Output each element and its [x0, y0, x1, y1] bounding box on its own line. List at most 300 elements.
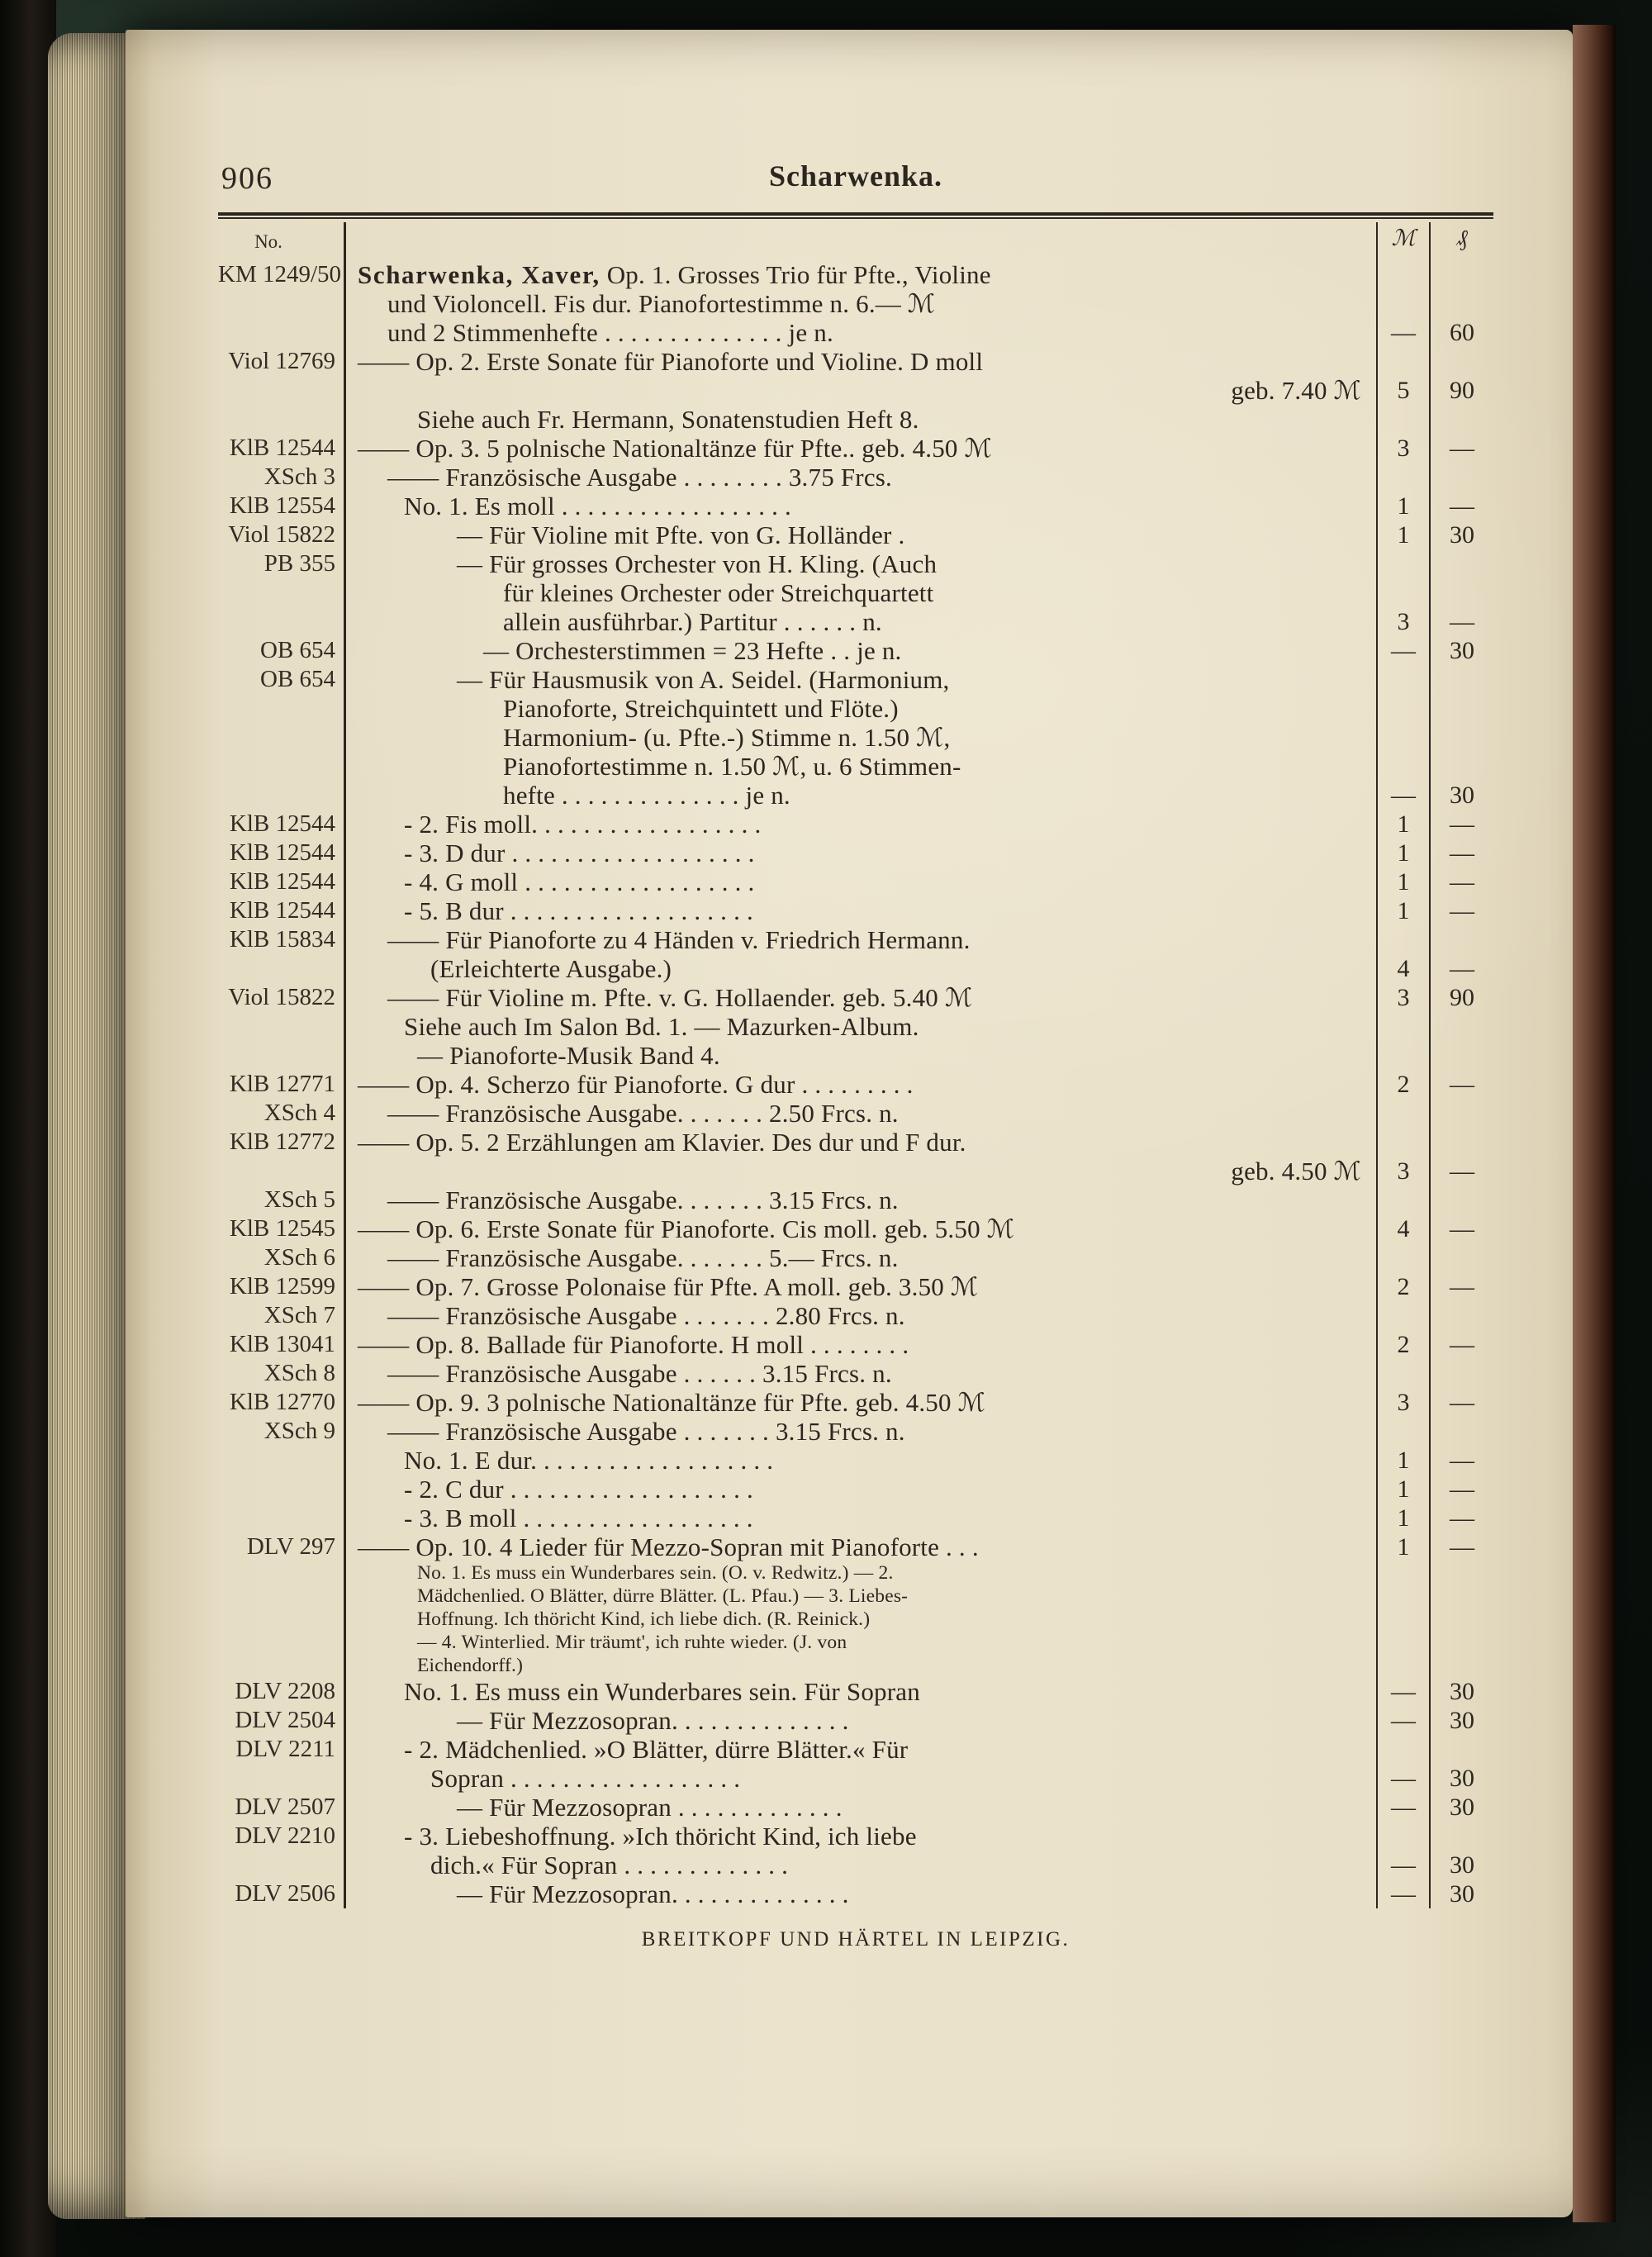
entry-text: —— Op. 2. Erste Sonate für Pianoforte und Violine. D moll [344, 347, 1378, 376]
price-pfennig: 30 [1450, 1765, 1474, 1792]
price-pfennig [1431, 1041, 1493, 1070]
price-pfennig [1431, 1243, 1493, 1272]
entry-text: No. 1. Es moll . . . . . . . . . . . . . . . . . . [344, 492, 1378, 520]
catalog-number: DLV 2211 [235, 1736, 335, 1762]
catalog-number [218, 1041, 344, 1070]
price-mark: — [1378, 1879, 1431, 1908]
price-pfennig: 30 [1450, 782, 1474, 809]
price-pfennig [1431, 1735, 1493, 1764]
catalog-line [218, 636, 1493, 665]
catalog-line [218, 665, 1493, 694]
catalog-line [218, 867, 1493, 896]
price-mark [1378, 752, 1431, 781]
entry-text: für kleines Orchester oder Streichquartett [344, 578, 1378, 607]
entry-text: —— Op. 8. Ballade für Pianoforte. H moll . . . . . . . . [344, 1330, 1378, 1359]
catalog-number: Viol 15822 [228, 521, 335, 548]
catalog-line [218, 289, 1493, 318]
entry-text: und 2 Stimmenhefte . . . . . . . . . . . . . . je n. [344, 318, 1378, 347]
price-pfennig: 30 [1450, 1880, 1474, 1908]
page-number: 906 [221, 161, 273, 196]
price-mark [1378, 1359, 1431, 1388]
price-pfennig: — [1450, 1071, 1474, 1098]
page-header [218, 159, 1493, 202]
catalog-number: KlB 12771 [229, 1071, 335, 1097]
price-pfennig: — [1450, 1157, 1474, 1185]
catalog-number: XSch 3 [263, 463, 335, 490]
price-mark: 5 [1378, 376, 1431, 405]
price-mark: 1 [1378, 520, 1431, 549]
publisher-footer: BREITKOPF UND HÄRTEL IN LEIPZIG. [641, 1928, 1070, 1951]
price-pfennig: — [1450, 955, 1474, 982]
catalog-number: KlB 12544 [229, 839, 335, 866]
catalog-line [218, 1186, 1493, 1214]
catalog-number: XSch 9 [263, 1418, 335, 1444]
catalog-line [218, 1475, 1493, 1504]
price-pfennig: — [1450, 1447, 1474, 1474]
catalog-number: DLV 2210 [235, 1822, 335, 1849]
catalog-number [218, 1764, 344, 1793]
catalog-line [218, 896, 1493, 925]
price-mark [1378, 549, 1431, 578]
price-mark [1378, 1417, 1431, 1446]
catalog-line [218, 1735, 1493, 1764]
price-pfennig: — [1450, 1533, 1474, 1561]
price-pfennig [1431, 1417, 1493, 1446]
entry-text: —— Für Violine m. Pfte. v. G. Hollaender. geb. 5.40 ℳ [344, 983, 1378, 1012]
catalog-line [218, 723, 1493, 752]
price-mark: 1 [1378, 1446, 1431, 1475]
catalog-number [218, 1157, 344, 1186]
catalog-line [218, 347, 1493, 376]
catalog-number [218, 578, 344, 607]
entry-text: — Für Mezzosopran . . . . . . . . . . . . . [344, 1793, 1378, 1822]
entry-text: Pianoforte, Streichquintett und Flöte.) [344, 694, 1378, 723]
catalog-line [218, 405, 1493, 434]
price-pfennig: — [1450, 868, 1474, 896]
price-mark: 1 [1378, 1475, 1431, 1504]
entry-text: No. 1. E dur. . . . . . . . . . . . . . . . . . . [344, 1446, 1378, 1475]
running-title: Scharwenka. [768, 159, 943, 192]
entry-text: — Für Violine mit Pfte. von G. Holländer . [344, 520, 1378, 549]
price-pfennig: 60 [1450, 319, 1474, 346]
price-pfennig: — [1450, 435, 1474, 462]
catalog-line [218, 1157, 1493, 1186]
composer-name: Scharwenka, Xaver, [358, 260, 601, 289]
entry-text: —— Op. 4. Scherzo für Pianoforte. G dur . . . . . . . . . [344, 1070, 1378, 1099]
price-mark [1378, 1186, 1431, 1214]
catalog-number: KlB 15834 [229, 926, 335, 953]
price-mark: 1 [1378, 1504, 1431, 1532]
table-header-spacer [344, 222, 1378, 260]
catalog-line [218, 520, 1493, 549]
catalog-line [218, 578, 1493, 607]
catalog-number [218, 723, 344, 752]
catalog-number [218, 1654, 344, 1677]
price-mark: 1 [1378, 839, 1431, 867]
price-pfennig [1431, 1608, 1493, 1631]
catalog-number: KlB 12544 [229, 897, 335, 924]
price-mark: 3 [1378, 607, 1431, 636]
catalog-number: DLV 297 [246, 1533, 335, 1560]
catalog-number [218, 954, 344, 983]
catalog-line [218, 1359, 1493, 1388]
price-mark [1378, 347, 1431, 376]
price-pfennig [1431, 1128, 1493, 1157]
catalog-line [218, 1585, 1493, 1608]
entry-text: — Für Mezzosopran. . . . . . . . . . . . . . [344, 1706, 1378, 1735]
catalog-number [218, 1012, 344, 1041]
catalog-number [218, 694, 344, 723]
price-mark [1378, 1561, 1431, 1585]
price-pfennig: 30 [1450, 1678, 1474, 1705]
catalog-number: OB 654 [259, 666, 335, 692]
catalog-number [218, 1608, 344, 1631]
entry-text: —— Französische Ausgabe . . . . . . 3.15 Frcs. n. [344, 1359, 1378, 1388]
price-mark: 4 [1378, 1214, 1431, 1243]
catalog-number: DLV 2208 [235, 1678, 335, 1704]
price-mark: 1 [1378, 896, 1431, 925]
price-mark [1378, 463, 1431, 492]
entry-text: - 2. C dur . . . . . . . . . . . . . . . . . . . [344, 1475, 1378, 1504]
entry-text: - 2. Mädchenlied. »O Blätter, dürre Blätter.« Für [344, 1735, 1378, 1764]
catalog-number [218, 1446, 344, 1475]
price-pfennig [1431, 723, 1493, 752]
catalog-line [218, 1214, 1493, 1243]
catalog-number [218, 376, 344, 405]
entry-text: —— Französische Ausgabe. . . . . . . 3.15 Frcs. n. [344, 1186, 1378, 1214]
price-mark: — [1378, 318, 1431, 347]
catalog-number: PB 355 [263, 550, 335, 577]
price-pfennig: — [1450, 1215, 1474, 1243]
price-pfennig [1431, 347, 1493, 376]
col-mark-label: ℳ [1378, 222, 1431, 260]
price-pfennig [1431, 694, 1493, 723]
price-pfennig [1431, 289, 1493, 318]
price-mark: 1 [1378, 810, 1431, 839]
price-pfennig: — [1450, 810, 1474, 838]
catalog-line [218, 1330, 1493, 1359]
catalog-number: DLV 2504 [235, 1707, 335, 1733]
price-pfennig [1431, 752, 1493, 781]
entry-text: — Für grosses Orchester von H. Kling. (Auch [344, 549, 1378, 578]
price-pfennig: 90 [1450, 984, 1474, 1011]
catalog-number: DLV 2506 [235, 1880, 335, 1907]
price-mark [1378, 1822, 1431, 1851]
catalog-number: Viol 15822 [228, 984, 335, 1010]
entry-text: —— Französische Ausgabe . . . . . . . 3.15 Frcs. n. [344, 1417, 1378, 1446]
catalog-line [218, 1764, 1493, 1793]
entry-text: - 5. B dur . . . . . . . . . . . . . . . . . . . [344, 896, 1378, 925]
catalog-table-body [218, 260, 1493, 1908]
catalog-line [218, 463, 1493, 492]
price-mark: — [1378, 1706, 1431, 1735]
catalog-line [218, 1631, 1493, 1654]
catalog-line [218, 434, 1493, 463]
catalog-number: XSch 8 [263, 1360, 335, 1386]
entry-text: allein ausführbar.) Partitur . . . . . . n. [344, 607, 1378, 636]
catalog-line [218, 781, 1493, 810]
entry-text: —— Für Pianoforte zu 4 Händen v. Friedrich Hermann. [344, 925, 1378, 954]
catalog-line [218, 1099, 1493, 1128]
catalog-line [218, 1879, 1493, 1908]
price-pfennig: 30 [1450, 521, 1474, 549]
price-pfennig [1431, 1561, 1493, 1585]
catalog-number: XSch 7 [263, 1302, 335, 1328]
entry-text: Eichendorff.) [344, 1654, 1378, 1677]
catalog-number [218, 607, 344, 636]
header-rule [218, 212, 1493, 219]
catalog-line [218, 1504, 1493, 1532]
catalog-number: KlB 12544 [229, 868, 335, 895]
catalog-line [218, 260, 1493, 289]
price-pfennig [1431, 578, 1493, 607]
price-pfennig [1431, 1631, 1493, 1654]
entry-text: —— Op. 7. Grosse Polonaise für Pfte. A moll. geb. 3.50 ℳ [344, 1272, 1378, 1301]
catalog-number: XSch 4 [263, 1100, 335, 1126]
price-pfennig [1431, 405, 1493, 434]
entry-text: —— Op. 5. 2 Erzählungen am Klavier. Des dur und F dur. [344, 1128, 1378, 1157]
catalog-number [218, 318, 344, 347]
catalog-number: KlB 12545 [229, 1215, 335, 1242]
price-mark [1378, 260, 1431, 289]
price-mark [1378, 1099, 1431, 1128]
catalog-line [218, 1128, 1493, 1157]
price-pfennig [1431, 1301, 1493, 1330]
price-mark [1378, 1631, 1431, 1654]
catalog-line [218, 1677, 1493, 1706]
price-mark: 3 [1378, 1157, 1431, 1186]
price-pfennig [1431, 1099, 1493, 1128]
price-mark [1378, 1041, 1431, 1070]
entry-text: — Für Mezzosopran. . . . . . . . . . . . . . [344, 1879, 1378, 1908]
catalog-number: KlB 12772 [229, 1128, 335, 1155]
catalog-line [218, 1793, 1493, 1822]
catalog-number [218, 1851, 344, 1879]
catalog-number: KlB 13041 [229, 1331, 335, 1357]
price-mark [1378, 1654, 1431, 1677]
catalog-number: KlB 12770 [229, 1389, 335, 1415]
entry-text: geb. 4.50 ℳ [344, 1157, 1378, 1186]
catalog-line [218, 376, 1493, 405]
price-mark: — [1378, 1764, 1431, 1793]
catalog-line [218, 1654, 1493, 1677]
catalog-line [218, 983, 1493, 1012]
price-mark [1378, 578, 1431, 607]
price-pfennig: 30 [1450, 637, 1474, 664]
entry-text: Siehe auch Fr. Hermann, Sonatenstudien Heft 8. [344, 405, 1378, 434]
price-pfennig [1431, 925, 1493, 954]
catalog-number [218, 289, 344, 318]
entry-text: Pianofortestimme n. 1.50 ℳ, u. 6 Stimmen- [344, 752, 1378, 781]
catalog-line [218, 1822, 1493, 1851]
entry-text: - 3. D dur . . . . . . . . . . . . . . . . . . . [344, 839, 1378, 867]
price-mark [1378, 1012, 1431, 1041]
catalog-line [218, 1388, 1493, 1417]
catalog-number [218, 1561, 344, 1585]
catalog-line [218, 1272, 1493, 1301]
price-pfennig [1431, 463, 1493, 492]
catalog-number: KlB 12544 [229, 435, 335, 461]
price-mark [1378, 1243, 1431, 1272]
catalog-table [218, 222, 1493, 1908]
price-mark: — [1378, 1851, 1431, 1879]
price-mark: 3 [1378, 434, 1431, 463]
entry-text: und Violoncell. Fis dur. Pianofortestimme n. 6.— ℳ [344, 289, 1378, 318]
entry-text: —— Französische Ausgabe. . . . . . . 5.— Frcs. n. [344, 1243, 1378, 1272]
catalog-line [218, 752, 1493, 781]
price-mark: — [1378, 781, 1431, 810]
catalog-number: XSch 6 [263, 1244, 335, 1271]
catalog-number: DLV 2507 [235, 1794, 335, 1820]
price-pfennig: — [1450, 1504, 1474, 1532]
catalog-line [218, 1243, 1493, 1272]
entry-text: - 4. G moll . . . . . . . . . . . . . . . . . . [344, 867, 1378, 896]
entry-text: — 4. Winterlied. Mir träumt', ich ruhte wieder. (J. von [344, 1631, 1378, 1654]
price-pfennig [1431, 1585, 1493, 1608]
price-mark: 3 [1378, 983, 1431, 1012]
catalog-line [218, 607, 1493, 636]
catalog-line [218, 694, 1493, 723]
price-pfennig [1431, 1186, 1493, 1214]
entry-text: dich.« Für Sopran . . . . . . . . . . . . . [344, 1851, 1378, 1879]
entry-text: geb. 7.40 ℳ [344, 376, 1378, 405]
price-pfennig: — [1450, 1475, 1474, 1503]
price-mark: 1 [1378, 867, 1431, 896]
catalog-line [218, 954, 1493, 983]
entry-text: —— Französische Ausgabe. . . . . . . 2.50 Frcs. n. [344, 1099, 1378, 1128]
catalog-number: KlB 12599 [229, 1273, 335, 1300]
catalog-line [218, 1417, 1493, 1446]
price-mark: 2 [1378, 1070, 1431, 1099]
catalog-line [218, 925, 1493, 954]
catalog-line [218, 1851, 1493, 1879]
price-mark [1378, 1608, 1431, 1631]
price-pfennig [1431, 549, 1493, 578]
catalog-number: Viol 12769 [228, 348, 335, 374]
price-mark: 1 [1378, 1532, 1431, 1561]
catalog-line [218, 1446, 1493, 1475]
entry-text: —— Französische Ausgabe . . . . . . . . 3.75 Frcs. [344, 463, 1378, 492]
entry-text: - 3. B moll . . . . . . . . . . . . . . . . . . [344, 1504, 1378, 1532]
catalog-line [218, 549, 1493, 578]
catalog-number [218, 1504, 344, 1532]
catalog-line [218, 1532, 1493, 1561]
price-pfennig [1431, 1359, 1493, 1388]
price-pfennig [1431, 1822, 1493, 1851]
entry-text: (Erleichterte Ausgabe.) [344, 954, 1378, 983]
price-mark: 4 [1378, 954, 1431, 983]
price-pfennig: 30 [1450, 1851, 1474, 1879]
catalog-line [218, 1608, 1493, 1631]
catalog-line [218, 810, 1493, 839]
entry-text: — Für Hausmusik von A. Seidel. (Harmonium, [344, 665, 1378, 694]
price-pfennig: — [1450, 608, 1474, 635]
col-pf-label: ₰ [1456, 226, 1468, 250]
price-mark [1378, 405, 1431, 434]
catalog-number [218, 752, 344, 781]
catalog-line [218, 1012, 1493, 1041]
entry-text: Scharwenka, Xaver, Op. 1. Grosses Trio für Pfte., Violine [344, 260, 1378, 289]
catalog-line [218, 1041, 1493, 1070]
catalog-line [218, 1070, 1493, 1099]
price-mark [1378, 1301, 1431, 1330]
price-mark [1378, 723, 1431, 752]
price-pfennig: — [1450, 1389, 1474, 1416]
catalog-number [218, 1631, 344, 1654]
price-pfennig [1431, 1654, 1493, 1677]
price-mark [1378, 1735, 1431, 1764]
table-header-row [218, 222, 1493, 260]
entry-text: —— Op. 10. 4 Lieder für Mezzo-Sopran mit Pianoforte . . . [344, 1532, 1378, 1561]
entry-text: Sopran . . . . . . . . . . . . . . . . . . [344, 1764, 1378, 1793]
price-mark: — [1378, 1793, 1431, 1822]
price-pfennig: — [1450, 1331, 1474, 1358]
catalog-number [218, 781, 344, 810]
price-mark [1378, 1585, 1431, 1608]
entry-text: No. 1. Es muss ein Wunderbares sein. Für Sopran [344, 1677, 1378, 1706]
price-pfennig: 90 [1450, 377, 1474, 404]
entry-text: - 3. Liebeshoffnung. »Ich thöricht Kind, ich liebe [344, 1822, 1378, 1851]
catalog-number [218, 1475, 344, 1504]
price-pfennig: — [1450, 1273, 1474, 1300]
entry-text: —— Op. 3. 5 polnische Nationaltänze für Pfte.. geb. 4.50 ℳ [344, 434, 1378, 463]
entry-text: — Orchesterstimmen = 23 Hefte . . je n. [344, 636, 1378, 665]
price-pfennig [1431, 260, 1493, 289]
col-no-label: No. [254, 231, 282, 252]
entry-text: —— Französische Ausgabe . . . . . . . 2.80 Frcs. n. [344, 1301, 1378, 1330]
book-page [126, 30, 1573, 2217]
price-mark: 1 [1378, 492, 1431, 520]
entry-text: Harmonium- (u. Pfte.-) Stimme n. 1.50 ℳ, [344, 723, 1378, 752]
price-mark [1378, 925, 1431, 954]
catalog-line [218, 492, 1493, 520]
price-mark: — [1378, 1677, 1431, 1706]
entry-text: - 2. Fis moll. . . . . . . . . . . . . . . . . . [344, 810, 1378, 839]
price-mark [1378, 665, 1431, 694]
catalog-number [218, 405, 344, 434]
price-mark [1378, 694, 1431, 723]
entry-text: Mädchenlied. O Blätter, dürre Blätter. (L. Pfau.) — 3. Liebes- [344, 1585, 1378, 1608]
price-pfennig: 30 [1450, 1707, 1474, 1734]
catalog-number: KlB 12554 [229, 492, 335, 519]
catalog-line [218, 1561, 1493, 1585]
entry-text: Hoffnung. Ich thöricht Kind, ich liebe dich. (R. Reinick.) [344, 1608, 1378, 1631]
catalog-number: OB 654 [259, 637, 335, 663]
catalog-line [218, 318, 1493, 347]
entry-text: —— Op. 6. Erste Sonate für Pianoforte. Cis moll. geb. 5.50 ℳ [344, 1214, 1378, 1243]
entry-text: No. 1. Es muss ein Wunderbares sein. (O. v. Redwitz.) — 2. [344, 1561, 1378, 1585]
price-mark [1378, 1128, 1431, 1157]
price-mark: — [1378, 636, 1431, 665]
catalog-line [218, 1706, 1493, 1735]
entry-text: hefte . . . . . . . . . . . . . . je n. [344, 781, 1378, 810]
price-mark: 2 [1378, 1330, 1431, 1359]
catalog-number: KM 1249/50 [218, 261, 342, 287]
price-pfennig [1431, 665, 1493, 694]
price-mark [1378, 289, 1431, 318]
entry-text: — Pianoforte-Musik Band 4. [344, 1041, 1378, 1070]
entry-text: Siehe auch Im Salon Bd. 1. — Mazurken-Album. [344, 1012, 1378, 1041]
catalog-number: XSch 5 [263, 1186, 335, 1213]
catalog-line [218, 1301, 1493, 1330]
entry-text: —— Op. 9. 3 polnische Nationaltänze für Pfte. geb. 4.50 ℳ [344, 1388, 1378, 1417]
facing-page-edge [1573, 25, 1616, 2222]
price-pfennig [1431, 1012, 1493, 1041]
price-pfennig: — [1450, 897, 1474, 924]
price-pfennig: — [1450, 492, 1474, 520]
price-pfennig: 30 [1450, 1794, 1474, 1821]
catalog-number [218, 1585, 344, 1608]
